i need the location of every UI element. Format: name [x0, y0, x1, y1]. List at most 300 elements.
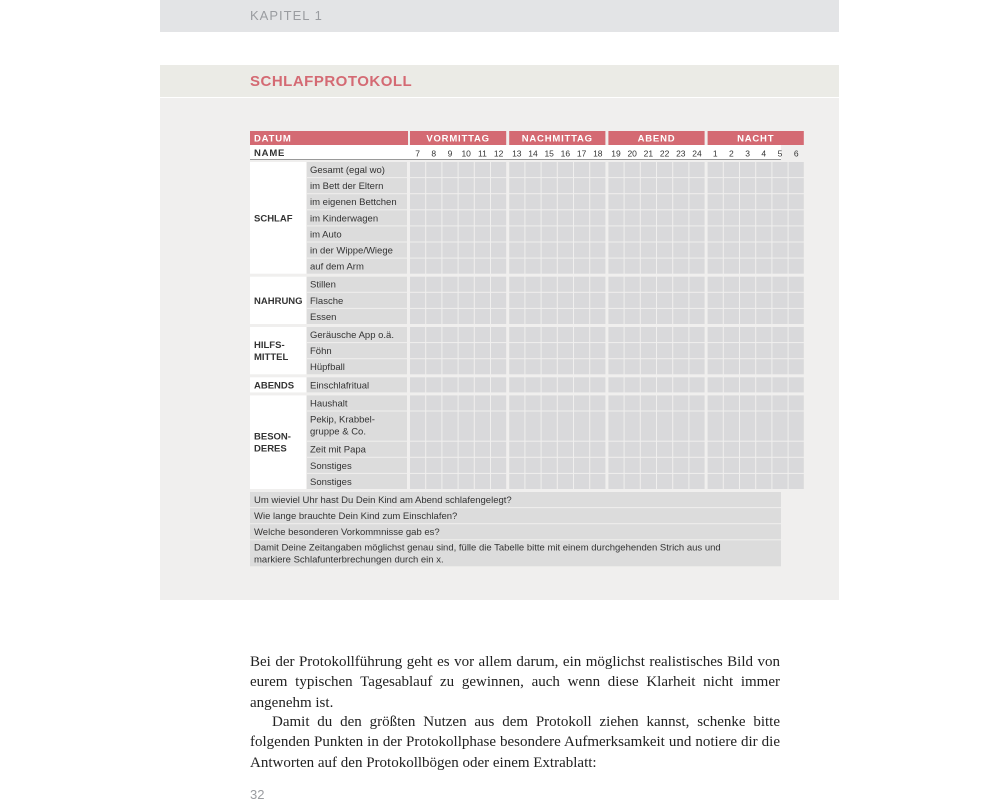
- grid-cell[interactable]: [426, 210, 441, 225]
- grid-cell[interactable]: [708, 210, 723, 225]
- grid-cell[interactable]: [574, 210, 589, 225]
- grid-cell[interactable]: [442, 293, 457, 308]
- grid-cell[interactable]: [410, 162, 425, 177]
- grid-cell[interactable]: [789, 243, 804, 258]
- grid-cell[interactable]: [590, 327, 605, 342]
- grid-cell[interactable]: [509, 210, 524, 225]
- grid-cell[interactable]: [641, 243, 656, 258]
- grid-cell[interactable]: [708, 162, 723, 177]
- grid-cell[interactable]: [410, 259, 425, 274]
- grid-cell[interactable]: [625, 395, 640, 410]
- grid-cell[interactable]: [459, 226, 474, 241]
- grid-cell[interactable]: [673, 343, 688, 358]
- grid-cell[interactable]: [772, 210, 787, 225]
- grid-cell[interactable]: [708, 412, 723, 441]
- grid-cell[interactable]: [608, 327, 623, 342]
- grid-cell[interactable]: [625, 359, 640, 374]
- grid-cell[interactable]: [756, 327, 771, 342]
- grid-cell[interactable]: [491, 178, 506, 193]
- grid-cell[interactable]: [756, 458, 771, 473]
- grid-cell[interactable]: [475, 377, 490, 392]
- grid-cell[interactable]: [459, 243, 474, 258]
- grid-cell[interactable]: [542, 259, 557, 274]
- grid-cell[interactable]: [657, 458, 672, 473]
- grid-cell[interactable]: [542, 210, 557, 225]
- grid-cell[interactable]: [608, 412, 623, 441]
- grid-cell[interactable]: [708, 309, 723, 324]
- grid-cell[interactable]: [756, 194, 771, 209]
- grid-cell[interactable]: [625, 442, 640, 457]
- grid-cell[interactable]: [475, 293, 490, 308]
- grid-cell[interactable]: [410, 194, 425, 209]
- grid-cell[interactable]: [724, 343, 739, 358]
- grid-cell[interactable]: [525, 210, 540, 225]
- grid-cell[interactable]: [475, 178, 490, 193]
- grid-cell[interactable]: [525, 377, 540, 392]
- grid-cell[interactable]: [708, 243, 723, 258]
- grid-cell[interactable]: [542, 277, 557, 292]
- grid-cell[interactable]: [689, 377, 704, 392]
- grid-cell[interactable]: [772, 277, 787, 292]
- grid-cell[interactable]: [756, 259, 771, 274]
- grid-cell[interactable]: [673, 327, 688, 342]
- grid-cell[interactable]: [673, 293, 688, 308]
- grid-cell[interactable]: [542, 458, 557, 473]
- grid-cell[interactable]: [491, 359, 506, 374]
- grid-cell[interactable]: [625, 474, 640, 489]
- grid-cell[interactable]: [740, 343, 755, 358]
- grid-cell[interactable]: [608, 226, 623, 241]
- grid-cell[interactable]: [558, 226, 573, 241]
- grid-cell[interactable]: [410, 343, 425, 358]
- grid-cell[interactable]: [410, 359, 425, 374]
- grid-cell[interactable]: [525, 226, 540, 241]
- grid-cell[interactable]: [574, 327, 589, 342]
- grid-cell[interactable]: [475, 395, 490, 410]
- grid-cell[interactable]: [574, 194, 589, 209]
- grid-cell[interactable]: [426, 162, 441, 177]
- grid-cell[interactable]: [756, 359, 771, 374]
- grid-cell[interactable]: [689, 259, 704, 274]
- grid-cell[interactable]: [724, 293, 739, 308]
- grid-cell[interactable]: [542, 309, 557, 324]
- grid-cell[interactable]: [542, 178, 557, 193]
- grid-cell[interactable]: [625, 277, 640, 292]
- grid-cell[interactable]: [708, 293, 723, 308]
- grid-cell[interactable]: [558, 343, 573, 358]
- grid-cell[interactable]: [475, 474, 490, 489]
- grid-cell[interactable]: [558, 327, 573, 342]
- grid-cell[interactable]: [724, 458, 739, 473]
- grid-cell[interactable]: [475, 343, 490, 358]
- grid-cell[interactable]: [542, 243, 557, 258]
- grid-cell[interactable]: [558, 359, 573, 374]
- grid-cell[interactable]: [542, 293, 557, 308]
- grid-cell[interactable]: [641, 377, 656, 392]
- grid-cell[interactable]: [509, 474, 524, 489]
- grid-cell[interactable]: [772, 412, 787, 441]
- grid-cell[interactable]: [789, 343, 804, 358]
- grid-cell[interactable]: [475, 277, 490, 292]
- grid-cell[interactable]: [789, 412, 804, 441]
- grid-cell[interactable]: [574, 412, 589, 441]
- grid-cell[interactable]: [689, 309, 704, 324]
- grid-cell[interactable]: [542, 377, 557, 392]
- grid-cell[interactable]: [574, 377, 589, 392]
- grid-cell[interactable]: [442, 194, 457, 209]
- grid-cell[interactable]: [641, 442, 656, 457]
- grid-cell[interactable]: [608, 210, 623, 225]
- grid-cell[interactable]: [689, 277, 704, 292]
- grid-cell[interactable]: [574, 259, 589, 274]
- grid-cell[interactable]: [459, 377, 474, 392]
- grid-cell[interactable]: [608, 359, 623, 374]
- grid-cell[interactable]: [608, 474, 623, 489]
- grid-cell[interactable]: [708, 277, 723, 292]
- grid-cell[interactable]: [475, 412, 490, 441]
- grid-cell[interactable]: [426, 243, 441, 258]
- grid-cell[interactable]: [525, 293, 540, 308]
- grid-cell[interactable]: [772, 162, 787, 177]
- grid-cell[interactable]: [657, 309, 672, 324]
- grid-cell[interactable]: [459, 293, 474, 308]
- grid-cell[interactable]: [442, 243, 457, 258]
- grid-cell[interactable]: [509, 162, 524, 177]
- grid-cell[interactable]: [542, 162, 557, 177]
- grid-cell[interactable]: [740, 259, 755, 274]
- grid-cell[interactable]: [789, 458, 804, 473]
- grid-cell[interactable]: [708, 395, 723, 410]
- grid-cell[interactable]: [608, 442, 623, 457]
- grid-cell[interactable]: [756, 293, 771, 308]
- grid-cell[interactable]: [459, 359, 474, 374]
- grid-cell[interactable]: [525, 474, 540, 489]
- grid-cell[interactable]: [410, 412, 425, 441]
- grid-cell[interactable]: [740, 359, 755, 374]
- grid-cell[interactable]: [625, 243, 640, 258]
- grid-cell[interactable]: [426, 277, 441, 292]
- grid-cell[interactable]: [542, 343, 557, 358]
- grid-cell[interactable]: [789, 327, 804, 342]
- grid-cell[interactable]: [657, 343, 672, 358]
- grid-cell[interactable]: [772, 474, 787, 489]
- grid-cell[interactable]: [740, 412, 755, 441]
- grid-cell[interactable]: [740, 442, 755, 457]
- grid-cell[interactable]: [442, 458, 457, 473]
- grid-cell[interactable]: [689, 412, 704, 441]
- grid-cell[interactable]: [625, 343, 640, 358]
- grid-cell[interactable]: [673, 309, 688, 324]
- grid-cell[interactable]: [657, 162, 672, 177]
- grid-cell[interactable]: [442, 343, 457, 358]
- grid-cell[interactable]: [724, 327, 739, 342]
- grid-cell[interactable]: [657, 377, 672, 392]
- grid-cell[interactable]: [789, 178, 804, 193]
- grid-cell[interactable]: [724, 474, 739, 489]
- grid-cell[interactable]: [673, 277, 688, 292]
- grid-cell[interactable]: [574, 359, 589, 374]
- grid-cell[interactable]: [442, 226, 457, 241]
- grid-cell[interactable]: [491, 395, 506, 410]
- grid-cell[interactable]: [410, 458, 425, 473]
- grid-cell[interactable]: [574, 226, 589, 241]
- grid-cell[interactable]: [542, 194, 557, 209]
- grid-cell[interactable]: [789, 309, 804, 324]
- grid-cell[interactable]: [657, 442, 672, 457]
- grid-cell[interactable]: [426, 343, 441, 358]
- grid-cell[interactable]: [525, 309, 540, 324]
- grid-cell[interactable]: [608, 162, 623, 177]
- grid-cell[interactable]: [442, 277, 457, 292]
- grid-cell[interactable]: [724, 412, 739, 441]
- grid-cell[interactable]: [426, 259, 441, 274]
- grid-cell[interactable]: [740, 194, 755, 209]
- grid-cell[interactable]: [608, 309, 623, 324]
- grid-cell[interactable]: [459, 442, 474, 457]
- grid-cell[interactable]: [509, 259, 524, 274]
- grid-cell[interactable]: [525, 395, 540, 410]
- grid-cell[interactable]: [641, 395, 656, 410]
- grid-cell[interactable]: [608, 458, 623, 473]
- grid-cell[interactable]: [689, 395, 704, 410]
- grid-cell[interactable]: [689, 162, 704, 177]
- grid-cell[interactable]: [657, 359, 672, 374]
- grid-cell[interactable]: [426, 442, 441, 457]
- grid-cell[interactable]: [525, 359, 540, 374]
- grid-cell[interactable]: [590, 377, 605, 392]
- grid-cell[interactable]: [708, 178, 723, 193]
- grid-cell[interactable]: [542, 442, 557, 457]
- grid-cell[interactable]: [410, 377, 425, 392]
- grid-cell[interactable]: [574, 458, 589, 473]
- grid-cell[interactable]: [657, 327, 672, 342]
- grid-cell[interactable]: [442, 359, 457, 374]
- grid-cell[interactable]: [689, 442, 704, 457]
- grid-cell[interactable]: [641, 458, 656, 473]
- grid-cell[interactable]: [689, 210, 704, 225]
- grid-cell[interactable]: [590, 442, 605, 457]
- grid-cell[interactable]: [625, 293, 640, 308]
- grid-cell[interactable]: [509, 412, 524, 441]
- grid-cell[interactable]: [558, 458, 573, 473]
- grid-cell[interactable]: [641, 259, 656, 274]
- grid-cell[interactable]: [442, 474, 457, 489]
- grid-cell[interactable]: [475, 259, 490, 274]
- grid-cell[interactable]: [542, 412, 557, 441]
- grid-cell[interactable]: [641, 343, 656, 358]
- grid-cell[interactable]: [740, 243, 755, 258]
- grid-cell[interactable]: [459, 178, 474, 193]
- grid-cell[interactable]: [590, 309, 605, 324]
- grid-cell[interactable]: [491, 474, 506, 489]
- grid-cell[interactable]: [491, 442, 506, 457]
- grid-cell[interactable]: [673, 259, 688, 274]
- grid-cell[interactable]: [708, 194, 723, 209]
- grid-cell[interactable]: [772, 259, 787, 274]
- grid-cell[interactable]: [625, 210, 640, 225]
- grid-cell[interactable]: [459, 194, 474, 209]
- grid-cell[interactable]: [689, 458, 704, 473]
- grid-cell[interactable]: [657, 194, 672, 209]
- grid-cell[interactable]: [641, 293, 656, 308]
- grid-cell[interactable]: [641, 210, 656, 225]
- grid-cell[interactable]: [426, 194, 441, 209]
- grid-cell[interactable]: [789, 442, 804, 457]
- grid-cell[interactable]: [740, 395, 755, 410]
- grid-cell[interactable]: [657, 243, 672, 258]
- grid-cell[interactable]: [724, 178, 739, 193]
- grid-cell[interactable]: [740, 162, 755, 177]
- grid-cell[interactable]: [641, 412, 656, 441]
- grid-cell[interactable]: [410, 474, 425, 489]
- grid-cell[interactable]: [740, 226, 755, 241]
- grid-cell[interactable]: [475, 226, 490, 241]
- grid-cell[interactable]: [772, 293, 787, 308]
- grid-cell[interactable]: [442, 259, 457, 274]
- grid-cell[interactable]: [525, 442, 540, 457]
- grid-cell[interactable]: [772, 442, 787, 457]
- grid-cell[interactable]: [789, 259, 804, 274]
- grid-cell[interactable]: [641, 277, 656, 292]
- grid-cell[interactable]: [426, 178, 441, 193]
- grid-cell[interactable]: [459, 309, 474, 324]
- grid-cell[interactable]: [657, 210, 672, 225]
- grid-cell[interactable]: [641, 226, 656, 241]
- grid-cell[interactable]: [558, 178, 573, 193]
- grid-cell[interactable]: [491, 162, 506, 177]
- grid-cell[interactable]: [625, 309, 640, 324]
- grid-cell[interactable]: [491, 226, 506, 241]
- grid-cell[interactable]: [426, 359, 441, 374]
- grid-cell[interactable]: [509, 226, 524, 241]
- grid-cell[interactable]: [558, 395, 573, 410]
- grid-cell[interactable]: [410, 293, 425, 308]
- grid-cell[interactable]: [625, 458, 640, 473]
- grid-cell[interactable]: [657, 259, 672, 274]
- grid-cell[interactable]: [426, 226, 441, 241]
- grid-cell[interactable]: [525, 162, 540, 177]
- grid-cell[interactable]: [724, 359, 739, 374]
- grid-cell[interactable]: [475, 210, 490, 225]
- grid-cell[interactable]: [756, 412, 771, 441]
- grid-cell[interactable]: [772, 178, 787, 193]
- grid-cell[interactable]: [459, 277, 474, 292]
- grid-cell[interactable]: [673, 442, 688, 457]
- grid-cell[interactable]: [574, 343, 589, 358]
- grid-cell[interactable]: [574, 178, 589, 193]
- grid-cell[interactable]: [426, 474, 441, 489]
- grid-cell[interactable]: [789, 359, 804, 374]
- grid-cell[interactable]: [426, 458, 441, 473]
- grid-cell[interactable]: [574, 243, 589, 258]
- grid-cell[interactable]: [491, 194, 506, 209]
- grid-cell[interactable]: [608, 178, 623, 193]
- grid-cell[interactable]: [641, 178, 656, 193]
- grid-cell[interactable]: [625, 226, 640, 241]
- grid-cell[interactable]: [410, 210, 425, 225]
- grid-cell[interactable]: [542, 395, 557, 410]
- grid-cell[interactable]: [491, 277, 506, 292]
- grid-cell[interactable]: [625, 412, 640, 441]
- grid-cell[interactable]: [475, 309, 490, 324]
- grid-cell[interactable]: [689, 226, 704, 241]
- grid-cell[interactable]: [525, 327, 540, 342]
- grid-cell[interactable]: [657, 178, 672, 193]
- grid-cell[interactable]: [740, 178, 755, 193]
- grid-cell[interactable]: [475, 194, 490, 209]
- grid-cell[interactable]: [641, 162, 656, 177]
- grid-cell[interactable]: [625, 259, 640, 274]
- grid-cell[interactable]: [442, 178, 457, 193]
- grid-cell[interactable]: [558, 259, 573, 274]
- grid-cell[interactable]: [426, 412, 441, 441]
- grid-cell[interactable]: [491, 412, 506, 441]
- grid-cell[interactable]: [789, 194, 804, 209]
- grid-cell[interactable]: [789, 277, 804, 292]
- grid-cell[interactable]: [740, 309, 755, 324]
- grid-cell[interactable]: [724, 162, 739, 177]
- grid-cell[interactable]: [558, 412, 573, 441]
- grid-cell[interactable]: [426, 395, 441, 410]
- grid-cell[interactable]: [459, 210, 474, 225]
- grid-cell[interactable]: [574, 277, 589, 292]
- grid-cell[interactable]: [509, 377, 524, 392]
- grid-cell[interactable]: [542, 226, 557, 241]
- grid-cell[interactable]: [590, 293, 605, 308]
- grid-cell[interactable]: [491, 458, 506, 473]
- grid-cell[interactable]: [475, 162, 490, 177]
- grid-cell[interactable]: [724, 210, 739, 225]
- grid-cell[interactable]: [689, 293, 704, 308]
- grid-cell[interactable]: [426, 377, 441, 392]
- grid-cell[interactable]: [459, 412, 474, 441]
- grid-cell[interactable]: [657, 226, 672, 241]
- grid-cell[interactable]: [442, 442, 457, 457]
- grid-cell[interactable]: [410, 178, 425, 193]
- grid-cell[interactable]: [459, 162, 474, 177]
- grid-cell[interactable]: [708, 259, 723, 274]
- grid-cell[interactable]: [673, 412, 688, 441]
- grid-cell[interactable]: [590, 474, 605, 489]
- grid-cell[interactable]: [475, 243, 490, 258]
- grid-cell[interactable]: [608, 343, 623, 358]
- grid-cell[interactable]: [689, 178, 704, 193]
- grid-cell[interactable]: [590, 343, 605, 358]
- grid-cell[interactable]: [590, 277, 605, 292]
- grid-cell[interactable]: [608, 395, 623, 410]
- grid-cell[interactable]: [509, 277, 524, 292]
- grid-cell[interactable]: [590, 243, 605, 258]
- grid-cell[interactable]: [491, 259, 506, 274]
- grid-cell[interactable]: [724, 395, 739, 410]
- grid-cell[interactable]: [608, 293, 623, 308]
- grid-cell[interactable]: [542, 474, 557, 489]
- grid-cell[interactable]: [590, 412, 605, 441]
- grid-cell[interactable]: [558, 474, 573, 489]
- grid-cell[interactable]: [558, 309, 573, 324]
- grid-cell[interactable]: [625, 377, 640, 392]
- grid-cell[interactable]: [673, 359, 688, 374]
- grid-cell[interactable]: [689, 474, 704, 489]
- grid-cell[interactable]: [590, 194, 605, 209]
- grid-cell[interactable]: [689, 243, 704, 258]
- grid-cell[interactable]: [708, 442, 723, 457]
- grid-cell[interactable]: [608, 377, 623, 392]
- grid-cell[interactable]: [525, 458, 540, 473]
- grid-cell[interactable]: [525, 343, 540, 358]
- grid-cell[interactable]: [772, 343, 787, 358]
- grid-cell[interactable]: [673, 194, 688, 209]
